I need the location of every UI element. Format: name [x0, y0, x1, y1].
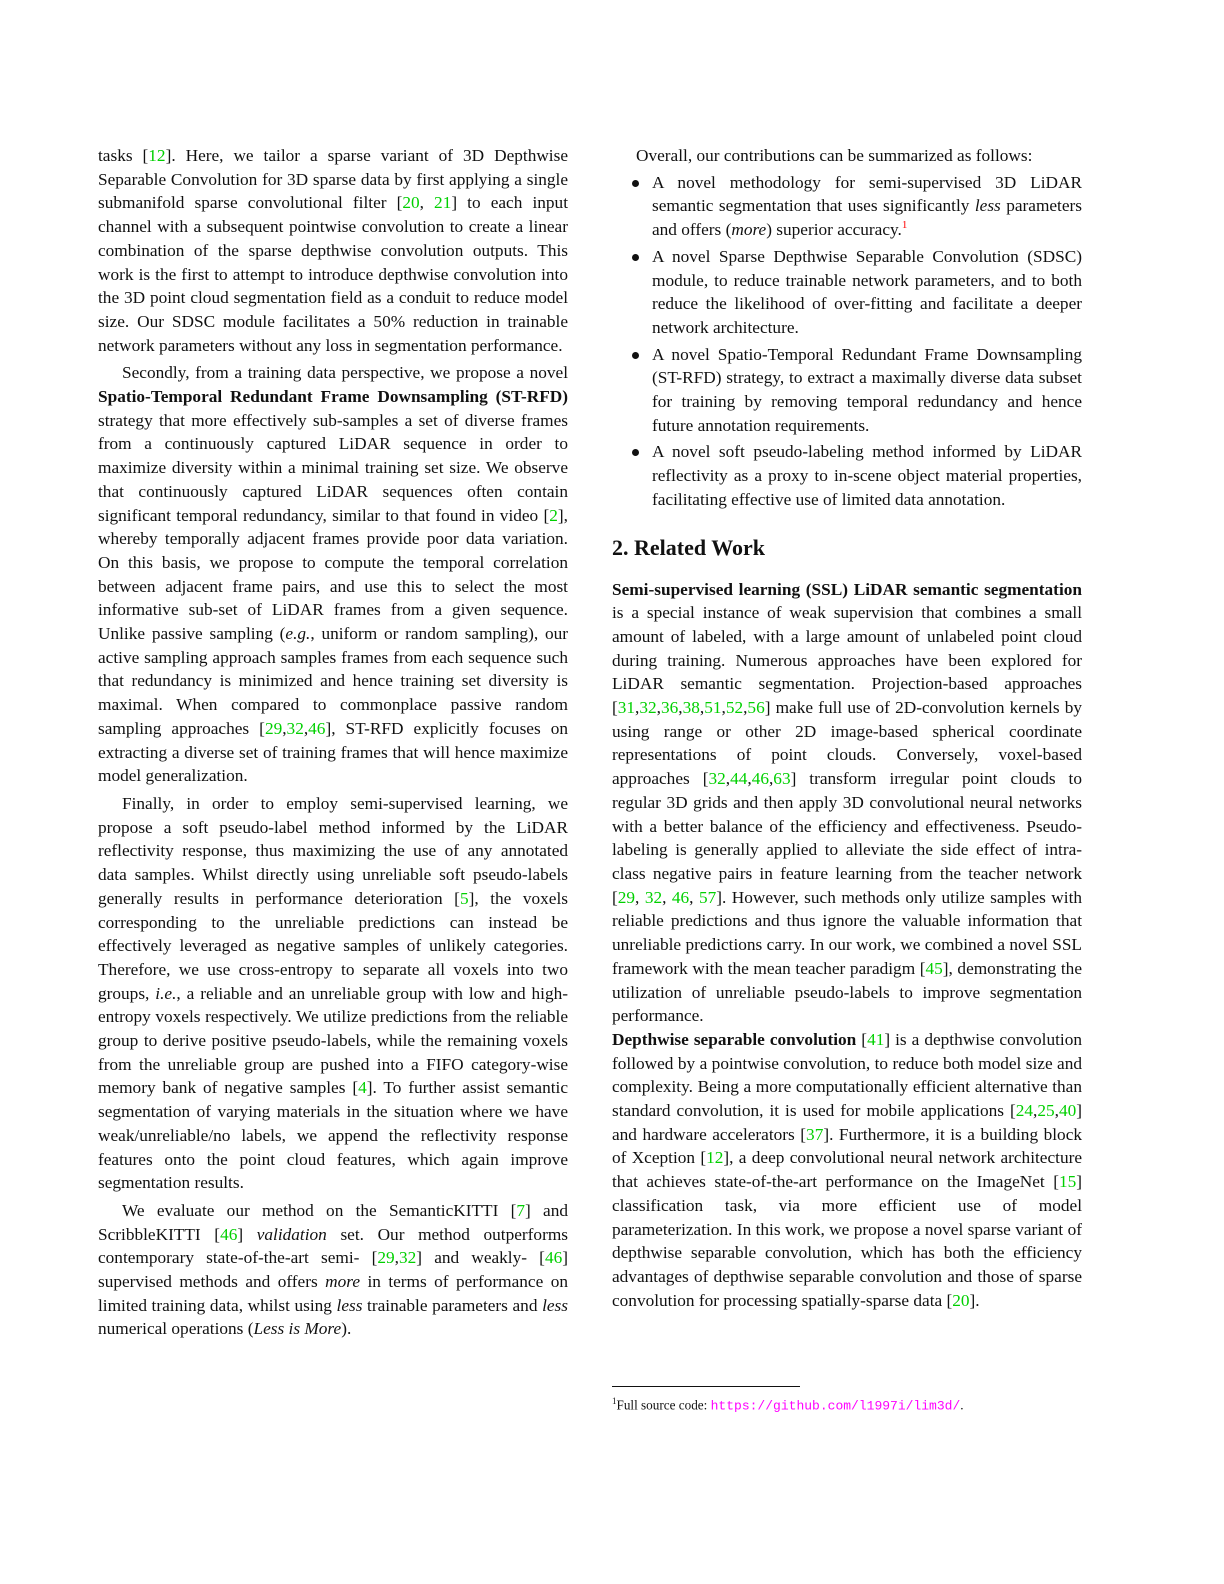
citation-link[interactable]: 32 [644, 887, 663, 907]
citation-link[interactable]: 38 [682, 698, 700, 718]
citation-link[interactable]: 4 [358, 1078, 367, 1098]
paragraph-pseudo-label: Finally, in order to employ semi-supervised learning, we propose a soft pseudo-label method informed by the LiDAR reflectivity response, thus maximizing the use of any annotated data samples. Whilst directly using unreliable soft pseudo-labels generally results in performance deterioration [5], the voxels corresponding to the unreliable predictions can instead be effectively leveraged as negative samples of unlikely categories. Therefore, we use cross-entropy to separate all voxels into two groups, i.e., a reliable and an unreliable group with low and high-entropy voxels respectively. We utilize predictions from the reliable group to derive positive pseudo-labels, while the remaining voxels from the unreliable group are pushed into a FIFO category-wise memory bank of negative samples [4]. To further assist semantic segmentation of varying materials in the situation where we have weak/unreliable/no labels, we append the reflectivity response features onto the point cloud features, which again improve segmentation results. [98, 793, 569, 1193]
citation-link[interactable]: 45 [925, 958, 943, 978]
citation-link[interactable]: 41 [867, 1029, 885, 1049]
citation-link[interactable]: 32 [639, 698, 657, 718]
left-column [98, 144, 568, 1341]
citation-link[interactable]: 12 [706, 1148, 724, 1168]
citation-link[interactable]: 40 [1058, 1101, 1077, 1121]
bold-term: Semi-supervised learning (SSL) LiDAR semantic segmentation [612, 579, 1082, 599]
citation-link[interactable]: 32 [708, 769, 726, 789]
citation-link[interactable]: 20 [402, 193, 420, 213]
citation-link[interactable]: 44 [730, 769, 748, 789]
citation-link[interactable]: 5 [459, 888, 469, 908]
footnote-label: Full source code: [616, 1397, 711, 1413]
paragraph-ssl: Semi-supervised learning (SSL) LiDAR semantic segmentation is a special instance of weak supervision that combines a small amount of labeled, with a large amount of unlabeled point cloud during training. Numerous approaches have been explored for LiDAR semantic segmentation. Projection-based approaches [31,32,36,38,51,52,56] make full use of 2D-convolution kernels by using range or other 2D image-based spherical coordinate representations of point clouds. Conversely, voxel-based approaches [32,44,46,63] transform irregular point clouds to regular 3D grids and then apply 3D convolutional neural networks with a better balance of the efficiency and effectiveness. Pseudo-labeling is generally applied to alleviate the side effect of intra-class negative pairs in feature learning from the teacher network [29, 32, 46, 57]. However, such methods only utilize samples with reliable predictions and thus ignore the valuable information that unreliable predictions carry. In our work, we combined a novel SSL framework with the mean teacher paradigm [45], demonstrating the utilization of unreliable pseudo-labels to improve segmentation performance. [612, 579, 1083, 1026]
citation-link[interactable]: 37 [806, 1124, 824, 1144]
citation-link[interactable]: 57 [698, 887, 717, 907]
citation-link[interactable]: 46 [544, 1248, 563, 1268]
citation-link[interactable]: 52 [725, 698, 744, 718]
bullet-icon [632, 180, 639, 187]
paragraph-intro-sdsc: tasks [12]. Here, we tailor a sparse variant of 3D Depthwise Separable Convolution for 3D sparse data by first applying a single submanifold sparse convolutional filter [20, 21] to each input channel with a subsequent pointwise convolution to create a linear combination of the sparse depthwise convolution outputs. This work is the first to attempt to introduce depthwise convolution into the 3D point cloud segmentation field as a conduit to reduce model size. Our SDSC module facilitates a 50% reduction in trainable network parameters without any loss in segmentation performance. [98, 146, 569, 355]
source-code-link[interactable]: https://github.com/l1997i/lim3d/ [710, 1398, 961, 1414]
list-item: A novel soft pseudo-labeling method informed by LiDAR reflectivity as a proxy to in-scene object material properties, facilitating effective use of limited data annotation. [612, 440, 1082, 511]
citation-link[interactable]: 29 [264, 718, 283, 738]
citation-link[interactable]: 29 [617, 887, 636, 907]
citation-link[interactable]: 51 [704, 698, 722, 718]
list-item: A novel methodology for semi-supervised 3D LiDAR semantic segmentation that uses significantly less parameters and offers (more) superior accuracy.$^1$ [612, 171, 1082, 242]
citation-link[interactable]: 24 [1015, 1101, 1034, 1121]
contributions-list [612, 171, 1082, 512]
citation-link[interactable]: 29 [377, 1248, 395, 1268]
citation-link[interactable]: 15 [1058, 1172, 1077, 1192]
contributions-intro: Overall, our contributions can be summarized as follows: [636, 146, 1033, 165]
right-column [612, 144, 1082, 1312]
section-title-related-work: 2. Related Work [612, 534, 765, 560]
citation-link[interactable]: 25 [1037, 1101, 1055, 1121]
paragraph-depthwise: Depthwise separable convolution [41] is a depthwise convolution followed by a pointwise convolution, to reduce both model size and complexity. Being a more computationally efficient alternative than standard convolution, it is used for mobile applications [24,25,40] and hardware accelerators [37]. Furthermore, it is a building block of Xception [12], a deep convolutional neural network architecture that achieves state-of-the-art performance on the ImageNet [15] classification task, via more efficient use of model parameterization. In this work, we propose a novel sparse variant of depthwise separable convolution, which has both the efficiency advantages of depthwise separable convolution and those of sparse convolution for processing spatially-sparse data [20]. [612, 1029, 1083, 1310]
citation-link[interactable]: 63 [773, 769, 791, 789]
citation-link[interactable]: 32 [398, 1248, 417, 1268]
paragraph-evaluation: We evaluate our method on the SemanticKITTI [7] and ScribbleKITTI [46] validation set. Our method outperforms contemporary state-of-the-art semi- [29,32] and weakly- [46] supervised methods and offers more in terms of performance on limited training data, whilst using less trainable parameters and less numerical operations (Less is More). [98, 1200, 568, 1339]
bold-term: Depthwise separable convolution [612, 1029, 857, 1049]
bullet-icon [632, 352, 639, 359]
citation-link[interactable]: 56 [747, 698, 765, 718]
citation-link[interactable]: 20 [952, 1290, 970, 1310]
citation-link[interactable]: 46 [751, 769, 769, 789]
list-item: A novel Spatio-Temporal Redundant Frame Downsampling (ST-RFD) strategy, to extract a maximally diverse data subset for training by removing temporal redundancy and hence future annotation requirements. [612, 343, 1082, 438]
citation-link[interactable]: 31 [617, 698, 636, 718]
citation-link[interactable]: 36 [660, 698, 679, 718]
citation-link[interactable]: 7 [516, 1200, 526, 1220]
bold-term: Spatio-Temporal Redundant Frame Downsampling (ST-RFD) [98, 387, 568, 407]
citation-link[interactable]: 21 [434, 193, 452, 213]
citation-link[interactable]: 46 [308, 718, 326, 738]
paragraph-st-rfd: Secondly, from a training data perspective, we propose a novel Spatio-Temporal Redundant Frame Downsampling (ST-RFD) strategy that more effectively sub-samples a set of diverse frames from a continuously captured LiDAR sequence in order to maximize diversity within a minimal training set size. We observe that continuously captured LiDAR sequences often contain significant temporal redundancy, similar to that found in video [2], whereby temporally adjacent frames provide poor data variation. On this basis, we propose to compute the temporal correlation between adjacent frame pairs, and use this to select the most informative sub-set of LiDAR frames from a given sequence. Unlike passive sampling (e.g., uniform or random sampling), our active sampling approach samples frames from each sequence such that redundancy is minimized and hence training set diversity is maximal. When compared to commonplace passive random sampling approaches [29,32,46], ST-RFD explicitly focuses on extracting a diverse set of training frames that will hence maximize model generalization. [98, 363, 569, 786]
footnote-divider [612, 1386, 800, 1387]
bullet-icon [632, 254, 639, 261]
citation-link[interactable]: 32 [286, 718, 304, 738]
citation-link[interactable]: 46 [671, 887, 690, 907]
citation-link[interactable]: 12 [148, 146, 166, 165]
bullet-icon [632, 449, 639, 456]
citation-link[interactable]: 46 [220, 1224, 238, 1244]
citation-link[interactable]: 2 [549, 505, 558, 525]
footnote: $^1$Full source code: https://github.com/l1997i/lim3d/. [612, 1396, 964, 1414]
footnote-marker[interactable]: 1 [901, 219, 908, 232]
footnote-number: 1 [612, 1396, 617, 1406]
list-item: A novel Sparse Depthwise Separable Convolution (SDSC) module, to reduce trainable network parameters, and to both reduce the likelihood of over-fitting and facilitate a deeper network architecture. [612, 245, 1082, 340]
